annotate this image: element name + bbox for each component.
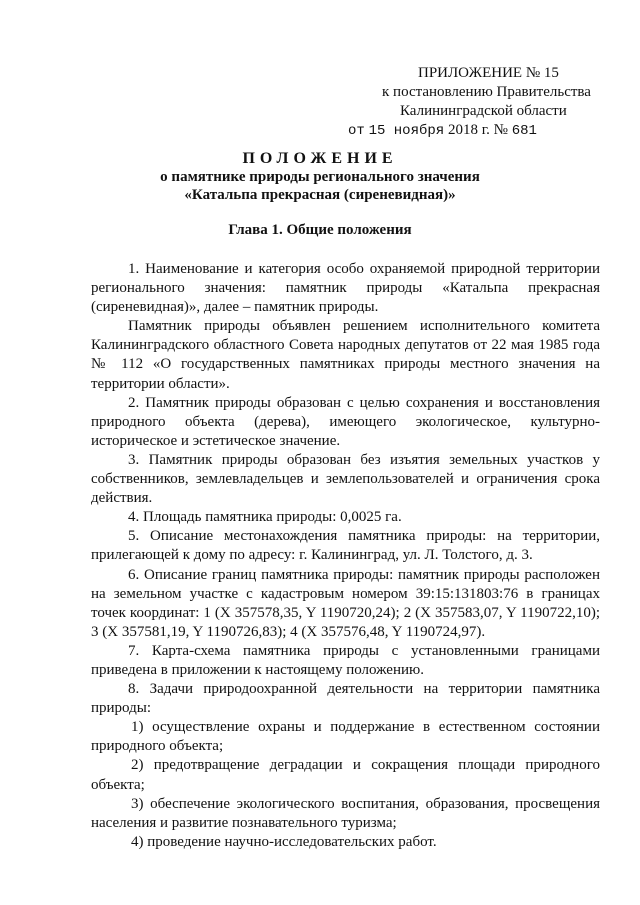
paragraph: 4. Площадь памятника природы: 0,0025 га. xyxy=(128,509,402,526)
document-number: 681 xyxy=(511,123,537,139)
list-item: 4) проведение научно-исследовательских работ. xyxy=(131,833,437,850)
paragraph: 2. Памятник природы образован с целью сохранения и восстановления природного объекта (дерева), имеющего экологическое, культурно-историческое и эстетическое значение. xyxy=(91,394,600,449)
appendix-resolution: к постановлению Правительства xyxy=(382,84,591,100)
paragraph: 5. Описание местонахождения памятника природы: на территории, прилегающей к дому по адресу: г. Калининград, ул. Л. Толстого, д. 3. xyxy=(91,528,600,564)
list-item: 2) предотвращение деградации и сокращения площади природного объекта; xyxy=(91,757,600,793)
document-title xyxy=(90,150,550,204)
title-heading: ПОЛОЖЕНИЕ xyxy=(242,150,398,167)
date-prefix: от xyxy=(348,123,365,139)
appendix-number: ПРИЛОЖЕНИЕ № 15 xyxy=(418,65,559,81)
appendix-date-line xyxy=(330,121,600,141)
chapter-heading: Глава 1. Общие положения xyxy=(228,222,412,238)
appendix-region: Калининградской области xyxy=(400,103,567,119)
list-item: 3) обеспечение экологического воспитания, образования, просвещения населения и развитие познавательного туризма; xyxy=(91,795,600,831)
paragraph: 1. Наименование и категория особо охраняемой природной территории регионального значения: памятник природы «Катальпа прекрасная (сиреневидная)», далее – памятник природы. xyxy=(91,261,600,316)
date-year: 2018 г. № xyxy=(447,122,508,138)
title-line-3: «Катальпа прекрасная (сиреневидная)» xyxy=(184,187,456,203)
paragraph: 7. Карта-схема памятника природы с установленными границами приведена в приложении к настоящему положению. xyxy=(91,642,600,678)
list-item: 1) осуществление охраны и поддержание в естественном состоянии природного объекта; xyxy=(91,719,600,755)
document-body xyxy=(91,260,600,852)
paragraph: 8. Задачи природоохранной деятельности на территории памятника природы: xyxy=(91,681,600,717)
title-line-2: о памятнике природы регионального значения xyxy=(160,169,480,185)
appendix-header xyxy=(330,64,600,141)
date-day-month: 15 ноября xyxy=(368,123,445,139)
paragraph: 3. Памятник природы образован без изъятия земельных участков у собственников, землевладельцев и землепользователей и ограничения срока действия. xyxy=(91,451,600,507)
paragraph: Памятник природы объявлен решением исполнительного комитета Калининградского областного Совета народных депутатов от 22 мая 1985 года № 112 «О государственных памятниках природы местного значения на территории области». xyxy=(91,318,600,392)
paragraph: 6. Описание границ памятника природы: памятник природы расположен на земельном участке с кадастровым номером 39:15:131803:76 в границах точек координат: 1 (X 357578,35, Y 1190720,24); 2 (X 357583,07, Y 1190722,10); 3 (X 357581,19, Y 1190726,83); 4 (X 357576,48, Y 1190724,97). xyxy=(91,566,600,640)
